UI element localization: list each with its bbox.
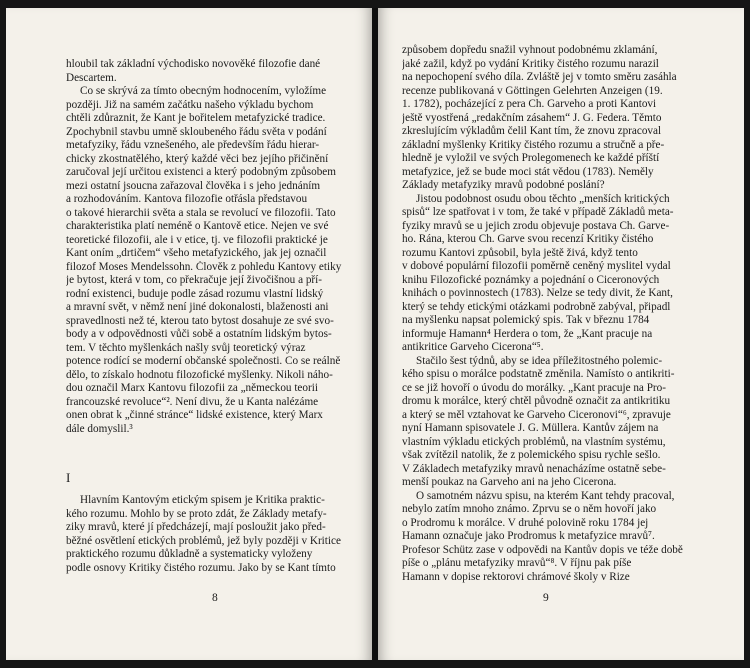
text-line: vlastním výkladu etických problémů, na vlastním systému, [402,435,666,448]
page-number: 8 [212,592,218,604]
text-line: V Základech metafyziky mravů nenacházíme ostatně sebe- [402,462,666,475]
text-line: menší poukaz na Garveho ani na jeho Cicerona. [402,476,617,488]
text-line: Hamann v dopise rektorovi chrámové školy v Rize [402,570,630,583]
text-line: ho. Rána, kterou Ch. Garve svou recenzí Kritiky čistého [402,233,654,245]
section-heading: I [66,470,71,485]
text-line: francouzské revoluce“². Není divu, že u Kanta nalézáme [66,395,319,408]
page-number: 9 [543,592,549,604]
text-line: antikritice Garveho Cicerona“⁵. [402,341,544,353]
right-page [378,8,744,660]
text-line: rozumu Kantovi způsobil, byla ještě živá, když tento [402,246,638,259]
text-line: běžné osvětlení etických problémů, jež byly později v Kritice [66,534,341,547]
text-line: a rozhodováním. Kantova filozofie otřásla představou [66,193,308,205]
text-line: Stačilo šest týdnů, aby se idea příležitostného polemic- [416,354,663,367]
text-line: praktického rozumu důkladně a systematicky vyloženy [66,548,313,560]
text-line: dělo, to získalo hodnotu filozofické myšlenky. Nikoli náho- [66,368,333,381]
text-line: metafyziky, řádu vznešeného, ale především řádu hierar- [66,139,320,151]
text-line: ce se již hovoří o úvodu do morálky. „Kant pracuje na Pro- [402,381,666,394]
text-line: spisů“ lze spatřovat i v tom, že také v případě Základů meta- [402,206,674,218]
text-line: na nepochopení svého díla. Zvláště jej v tomto směru zasáhla [402,71,677,83]
text-line: tem. V těchto myšlenkách našly svůj teoretický výraz [66,341,306,354]
text-line: hloubil tak základní východisko novověké filozofie dané [66,58,321,70]
text-line: Hamann označuje jako Prodromus k metafyzice mravů⁷. [402,530,655,542]
text-line: potence rodící se moderní občanské společnosti. Co se reálně [66,355,341,367]
text-line: o takové hierarchii světa a stala se revolucí ve filozofii. Tato [66,206,336,219]
text-line: Hlavním Kantovým etickým spisem je Kritika praktic- [80,494,325,506]
text-line: onen obrat k „činné stránce“ lidské existence, který Marx [66,409,323,421]
text-line: později. Již na samém začátku našeho výkladu bychom [66,98,314,111]
text-line: Kant oním „drtičem“ všeho metafyzického, jak jej označil [66,247,327,259]
text-line: Jistou podobnost osudu obou těchto „menších kritických [416,192,670,205]
text-line: O samotném názvu spisu, na kterém Kant tehdy pracoval, [416,489,675,502]
text-line: Co se skrývá za tímto obecným hodnocením, vyložíme [80,85,327,97]
text-line: informuje Hamann⁴ Herdera o tom, že „Kant pracuje na [402,327,653,340]
text-line: na myšlenku napsat polemický spis. Tak v březnu 1784 [402,314,650,326]
text-line: teoretické filozofii, ale i v etice, tj. ve filozofii praktické je [66,233,328,246]
text-line: v dobové populární filozofii poměrně ceněný myslitel vydal [402,260,671,272]
text-line: Zpochybnil stavbu umně skloubeného řádu světa v podání [66,125,327,138]
text-line: Základy metafyziky mravů podobné poslání? [402,179,605,191]
text-line: dále domyslil.³ [66,422,133,435]
text-line: nyní Hamann spisovatele J. G. Müllera. Kantův zájem na [402,422,659,434]
text-line: ještě vyostřená „redakčním zásahem“ J. G. Federa. Těmto [402,111,662,124]
text-line: rodní existenci, buduje podle zásad rozumu vlastní lidský [66,287,324,300]
text-line: dromu k morálce, který chtěl původně označit za antikritiku [402,395,671,407]
text-line: ziky mravů, které jí předcházejí, mají posloužit jako před- [66,521,326,533]
text-line: kého spisu o morálce podstatně změnila. Namísto o antikriti- [402,368,675,380]
text-line: fyziky mravů se u jejich zrodu objevuje postava Ch. Garve- [402,219,670,232]
text-line: knihách o povinnostech (1783). Nelze se tedy divit, že Kant, [402,287,673,299]
text-line: základní myšlenky Kritiky čistého rozumu a stručně a pře- [402,138,665,151]
text-line: mezi ostatní jsoucna zařazoval člověka i s jeho jednáním [66,179,321,192]
text-line: nebylo zatím mnoho známo. Zprvu se o něm hovoří jako [402,503,657,515]
text-line: zaručoval její určitou existenci a který podobným způsobem [66,166,336,178]
text-line: Descartem. [66,71,117,84]
left-body-text [66,58,356,436]
text-line: chtěli zdůraznit, že Kant je bořitelem metafyzické tradice. [66,112,326,124]
text-line: knihu Filozofické poznámky a pojednání o Ciceronových [402,273,660,286]
text-line: dou označil Marx Kantovu filozofii za „německou teorii [66,382,318,394]
text-line: metafyzice, jež se bude moci stát vědou (1783). Neměly [402,165,654,178]
text-line: podle osnovy Kritiky čistého rozumu. Jako by se Kant tímto [66,561,336,574]
text-line: však zvítězil natolik, že z polemického spisu rychle sešlo. [402,449,661,461]
text-line: Profesor Schütz zase v odpovědi na Kantův dopis ve téže době [402,543,683,556]
left-page [6,8,372,660]
text-line: recenze publikovaná v Göttingen Gelehrten Anzeigen (19. [402,84,663,97]
text-line: 1. 1782), pocházející z pera Ch. Garveho a proti Kantovi [402,98,657,110]
text-line: zkreslujícím výkladům čelil Kant tím, že znovu zpracoval [402,125,662,137]
text-line: kého rozumu. Mohlo by se proto zdát, že Základy metafy- [66,507,327,520]
book-spread [6,8,744,660]
text-line: o Prodromu k morálce. V druhé polovině roku 1784 jej [402,516,649,529]
text-line: který se tehdy etickými otázkami podrobně zabýval, připadl [402,300,671,313]
text-line: spravedlnosti než té, kterou tato bytost dosahuje ze své svo- [66,314,334,327]
text-line: jaké zažil, když po vydání Kritiky čistého rozumu narazil [402,57,659,70]
text-line: a mravní svět, v němž není jiné dokonalosti, blaženosti ani [66,301,329,313]
text-line: hledně je vyložil ve svých Prolegomenech ke každé příští [402,152,660,164]
text-line: charakteristika platí neméně o Kantově etice. Nejen ve své [66,220,329,232]
text-line: body a v odpovědnosti vůči sobě a ostatním lidským bytos- [66,328,332,340]
text-line: je bytost, která v tom, co překračuje její živočišnou a pří- [66,274,322,286]
text-line: způsobem dopředu snažil vyhnout podobnému zklamání, [402,44,658,56]
text-line: chicky zkostnatělého, který každé věci bez jejího přičinění [66,152,329,165]
text-line: píše o „plánu metafyziky mravů“⁸. V říjnu pak píše [402,557,632,569]
text-line: a který se měl vztahovat ke Garveho Ciceronovi“⁶, zpravuje [402,408,671,421]
left-section-text [66,494,356,575]
right-body-text [402,44,692,584]
text-line: filozof Moses Mendelssohn. Člověk z pohledu Kantovy etiky [66,260,342,273]
